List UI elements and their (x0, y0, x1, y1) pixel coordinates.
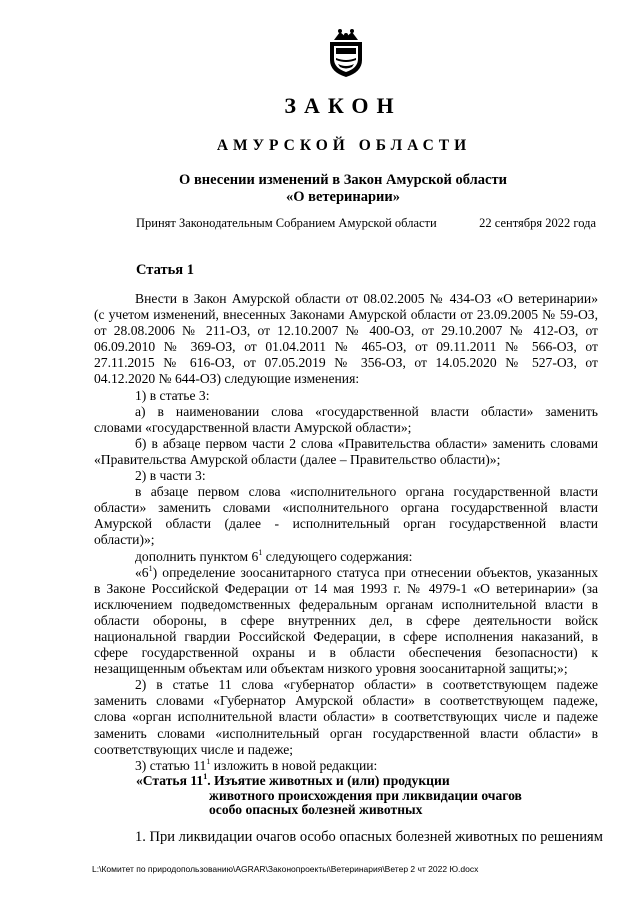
body-line: национальной гвардии Российской Федерации, в сфере исполнения наказаний, в (94, 628, 598, 644)
body-line: области)»; (94, 532, 155, 548)
body-text: следующего содержания: (262, 548, 413, 564)
new-article-heading-line-1 (136, 774, 596, 789)
superscript: 1 (206, 756, 211, 766)
law-subject-line-1: О внесении изменений в Закон Амурской области (179, 172, 507, 188)
body-line: области» заменить словами «исполнительного органа государственной власти (94, 500, 598, 516)
document-title: ЗАКОН (284, 93, 402, 118)
body-line: 06.09.2010 № 369-ОЗ, от 01.04.2011 № 465-ОЗ, от 09.11.2011 № 566-ОЗ, от (94, 339, 598, 355)
body-line: соответствующих числе и падеже; (94, 741, 294, 757)
body-text: «6 (135, 564, 149, 580)
body-line: «Правительства Амурской области (далее – Правительство области)»; (94, 451, 501, 467)
body-line (94, 549, 598, 565)
region-heading: АМУРСКОЙ ОБЛАСТИ (216, 137, 472, 154)
body-line: от 28.08.2006 № 211-ОЗ, от 12.10.2007 № 400-ОЗ, от 29.10.2007 № 412-ОЗ, от (94, 323, 598, 339)
body-line: б) в абзаце первом части 2 слова «Правительства области» заменить словами (135, 435, 598, 451)
body-text: дополнить пунктом 6 (135, 548, 259, 564)
new-article-heading-line-2: животного происхождения при ликвидации очагов (209, 787, 522, 803)
new-article-title: «Статья 11 (136, 773, 204, 788)
body-line: (с учетом изменений, внесенных Законами Амурской области от 23.09.2005 № 59-ОЗ, (94, 307, 598, 323)
body-line: Амурской области (далее - исполнительный орган государственной власти (94, 516, 598, 532)
new-article-heading-line-3: особо опасных болезней животных (209, 802, 423, 817)
body-line: словами «государственной власти Амурской области»; (94, 419, 412, 435)
body-line: 2) в части 3: (135, 468, 206, 484)
body-line: 27.11.2015 № 616-ОЗ, от 07.05.2019 № 356-ОЗ, от 14.05.2020 № 527-ОЗ, от (94, 355, 598, 371)
superscript: 1 (203, 772, 208, 781)
adopted-by: Принят Законодательным Собранием Амурской области (136, 216, 437, 230)
article-heading: Статья 1 (136, 262, 194, 278)
file-path-footer: L:\Комитет по природопользованию\AGRAR\Законопроекты\Ветеринария\Ветер 2 чт 2022 Ю.docx (92, 864, 479, 874)
body-line: исключением подведомственных федеральным органам исполнительной власти в (94, 596, 598, 612)
superscript: 1 (258, 547, 263, 557)
body-line: области обороны, в сфере внутренних дел, в сфере деятельности войск (94, 612, 598, 628)
coat-of-arms-icon (324, 26, 368, 78)
body-line: а) в наименовании слова «государственной власти области» заменить (135, 403, 598, 419)
body-line: 1) в статье 3: (135, 387, 210, 403)
body-line: 2) в статье 11 слова «губернатор области» в соответствующем падеже (135, 677, 598, 693)
body-line: Внести в Закон Амурской области от 08.02.2005 № 434-ОЗ «О ветеринарии» (135, 291, 598, 306)
new-article-title-rest: . Изъятие животных и (или) продукции (207, 773, 450, 788)
body-line: в Законе Российской Федерации от 14 мая 1993 г. № 4979-1 «О ветеринарии» (за (94, 580, 598, 596)
adoption-date: 22 сентября 2022 года (479, 216, 596, 230)
body-text: 3) статью 11 (135, 757, 207, 773)
body-line: сфере государственной охраны и в области обеспечения безопасности) к (94, 645, 598, 661)
body-text: изложить в новой редакции: (210, 757, 378, 773)
body-line: заменить словами «исполнительный орган государственной власти области» в (94, 725, 598, 741)
body-line: незащищенным объектам или объектам низкого уровня зоосанитарной защиты;»; (94, 661, 568, 677)
body-line: заменить словами «Губернатор Амурской области» в соответствующем падеже, (94, 693, 598, 709)
law-subject (0, 172, 640, 206)
body-line: в абзаце первом слова «исполнительного органа государственной власти (135, 484, 598, 500)
body-line: слова «орган исполнительной власти области» в соответствующих числе и падеже (94, 709, 598, 725)
article-body (94, 291, 598, 774)
body-line-tail: 1. При ликвидации очагов особо опасных болезней животных по решениям (135, 829, 603, 845)
new-article-heading (136, 774, 596, 818)
superscript: 1 (148, 563, 153, 573)
body-line (94, 565, 598, 581)
body-line (94, 758, 598, 774)
law-subject-line-2: «О ветеринарии» (285, 189, 401, 205)
body-text: ) определение зоосанитарного статуса при отнесении объектов, указанных (152, 564, 598, 580)
body-line: 04.12.2020 № 644-ОЗ) следующие изменения: (94, 371, 360, 387)
